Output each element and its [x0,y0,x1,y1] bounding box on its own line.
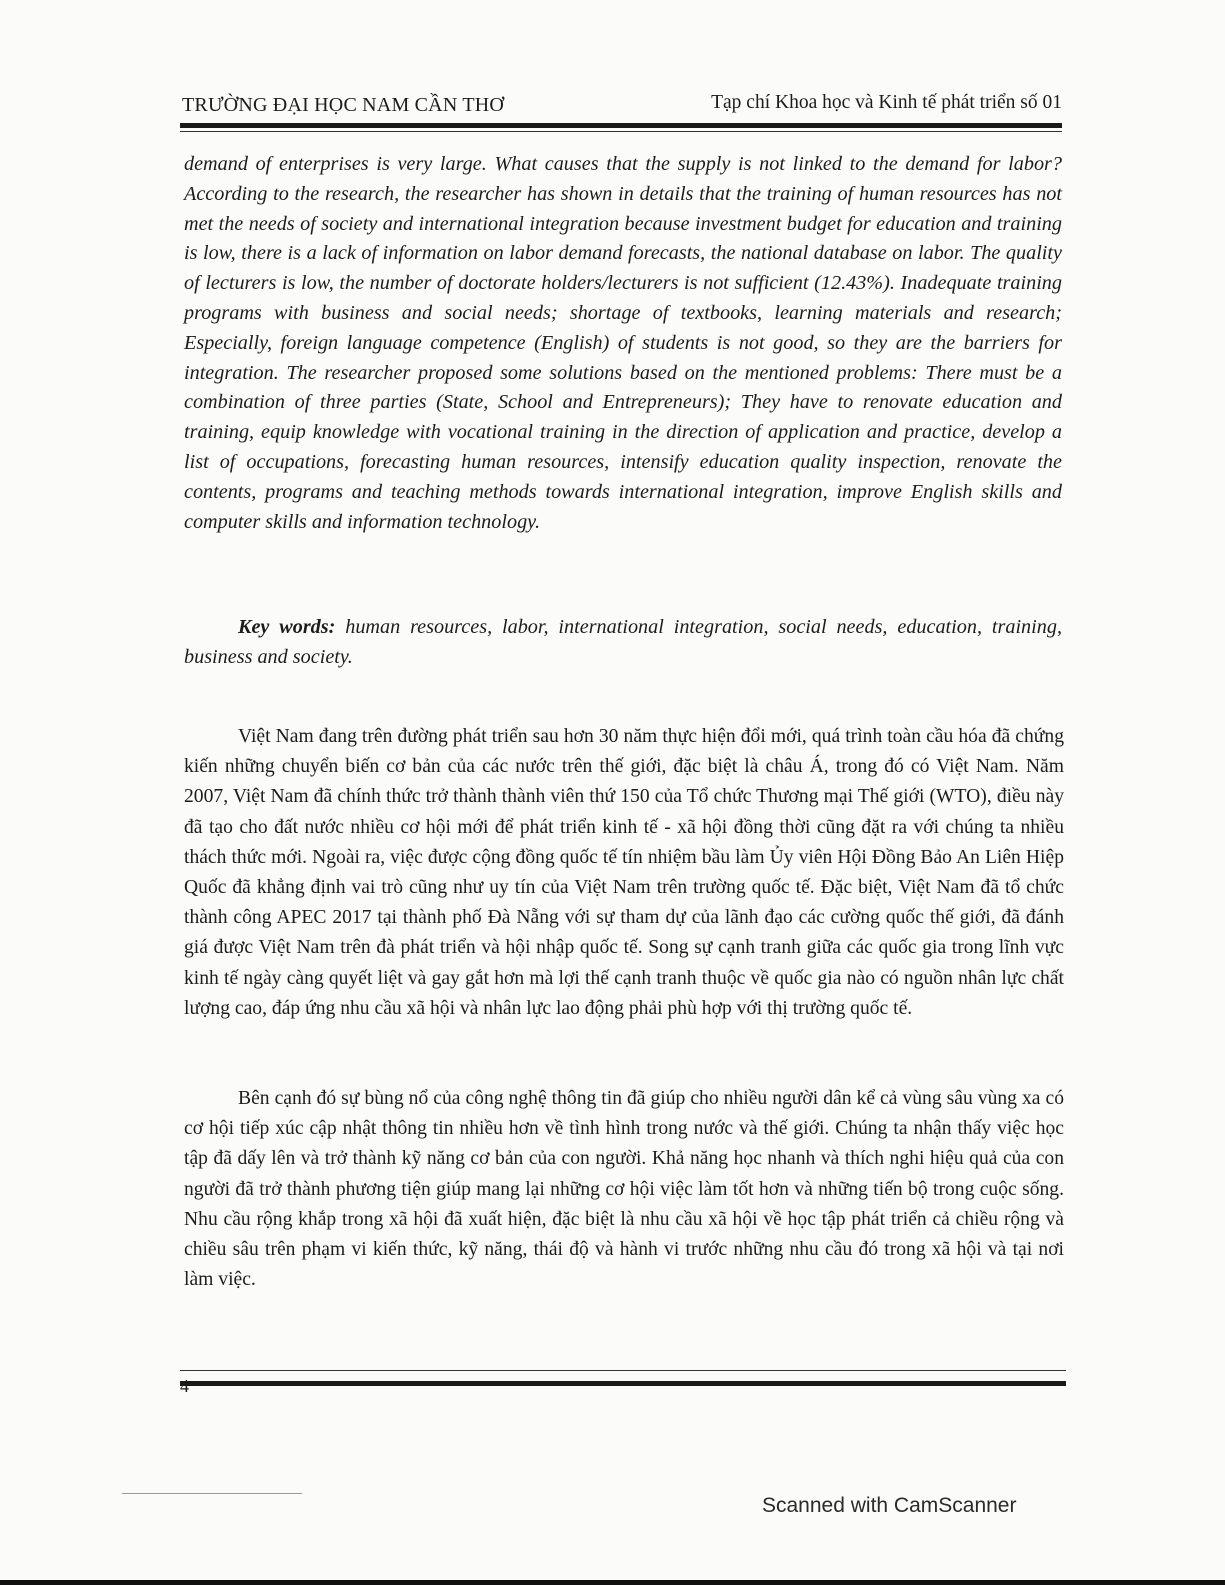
scan-bottom-edge [0,1580,1225,1585]
keywords-text: human resources, labor, international integration, social needs, education, training, business and society. [184,616,1062,668]
footer-rule-thin [180,1370,1066,1371]
keywords [184,613,1062,672]
page-number: 4 [180,1376,189,1396]
header-journal: Tạp chí Khoa học và Kinh tế phát triển số 01 [711,92,1062,113]
header-rule-thin [180,131,1062,132]
header-institution: TRƯỜNG ĐẠI HỌC NAM CẦN THƠ [182,94,505,116]
body-paragraph-2: Bên cạnh đó sự bùng nổ của công nghệ thông tin đã giúp cho nhiều người dân kể cả vùng sâu vùng xa có cơ hội tiếp xúc cập nhật thông tin nhiều hơn về tình hình trong nước và thế giới. Chúng ta nhận thấy việc học tập đã dấy lên và trở thành kỹ năng cơ bản của con người. Khả năng học nhanh và thích nghi hiệu quả của con người đã trở thành phương tiện giúp mang lại những cơ hội việc làm tốt hơn và những tiến bộ trong cuộc sống. Nhu cầu rộng khắp trong xã hội đã xuất hiện, đặc biệt là nhu cầu xã hội về học tập phát triển cả chiều rộng và chiều sâu trên phạm vi kiến thức, kỹ năng, thái độ và hành vi trước những nhu cầu đó trong xã hội và tại nơi làm việc. [184,1088,1064,1291]
body-paragraph-1: Việt Nam đang trên đường phát triển sau hơn 30 năm thực hiện đổi mới, quá trình toàn cầu hóa đã chứng kiến những chuyển biến cơ bản của các nước trên thế giới, đặc biệt là châu Á, trong đó có Việt Nam. Năm 2007, Việt Nam đã chính thức trở thành thành viên thứ 150 của Tổ chức Thương mại Thế giới (WTO), điều này đã tạo cho đất nước nhiều cơ hội mới để phát triển kinh tế - xã hội đồng thời cũng đặt ra với chúng ta nhiều thách thức mới. Ngoài ra, việc được cộng đồng quốc tế tín nhiệm bầu làm Ủy viên Hội Đồng Bảo An Liên Hiệp Quốc đã khẳng định vai trò cũng như uy tín của Việt Nam trên trường quốc tế. Đặc biệt, Việt Nam đã tổ chức thành công APEC 2017 tại thành phố Đà Nẵng với sự tham dự của lãnh đạo các cường quốc thế giới, đã đánh giá được Việt Nam trên đà phát triển và hội nhập quốc tế. Song sự cạnh tranh giữa các quốc gia trong lĩnh vực kinh tế ngày càng quyết liệt và gay gắt hơn mà lợi thế cạnh tranh thuộc về quốc gia nào có nguồn nhân lực chất lượng cao, đáp ứng nhu cầu xã hội và nhân lực lao động phải phù hợp với thị trường quốc tế. [184,726,1064,1019]
keywords-label: Key words: [238,616,336,638]
scanner-watermark: Scanned with CamScanner [762,1494,1017,1517]
footer-rule-thick [180,1381,1066,1386]
scan-artifact-line [122,1493,302,1494]
abstract-continuation: demand of enterprises is very large. What causes that the supply is not linked to the demand for labor? According to the research, the researcher has shown in details that the training of human resources has not met the needs of society and international integration because investment budget for education and training is low, there is a lack of information on labor demand forecasts, the national database on labor. The quality of lecturers is low, the number of doctorate holders/lecturers is not sufficient (12.43%). Inadequate training programs with business and social needs; shortage of textbooks, learning materials and research; Especially, foreign language competence (English) of students is not good, so they are the barriers for integration. The researcher proposed some solutions based on the mentioned problems: There must be a combination of three parties (State, School and Entrepreneurs); They have to renovate education and training, equip knowledge with vocational training in the direction of application and practice, develop a list of occupations, forecasting human resources, intensify education quality inspection, renovate the contents, programs and teaching methods towards international integration, improve English skills and computer skills and information technology. [184,153,1062,533]
header-rule-thick [180,123,1062,128]
running-header [182,92,1062,122]
